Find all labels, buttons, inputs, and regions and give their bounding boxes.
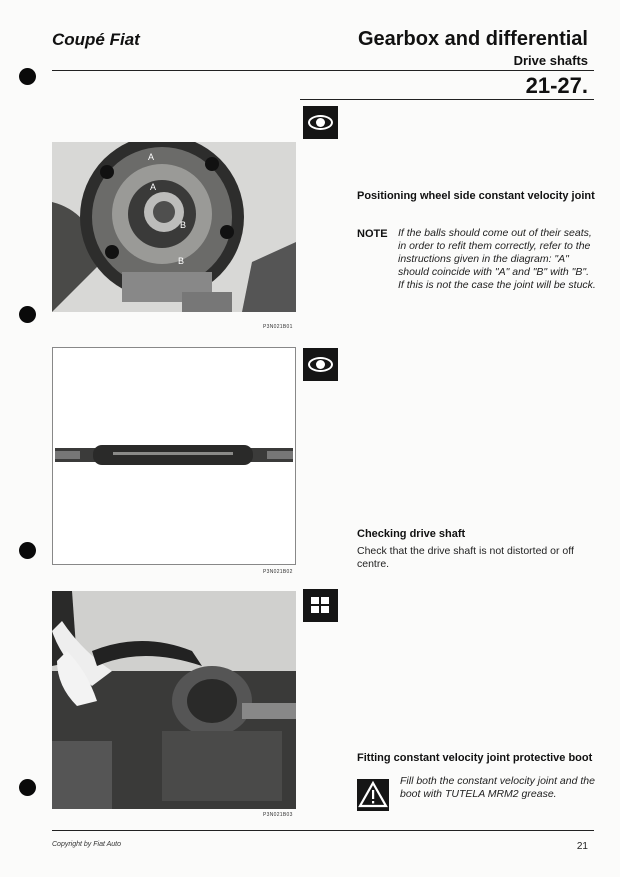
warning-text: Fill both the constant velocity joint and the boot with TUTELA MRM2 grease.	[400, 775, 595, 800]
figure-caption: P3N021B01	[263, 324, 293, 330]
brand-title: Coupé Fiat	[52, 30, 140, 49]
footer-rule	[52, 830, 594, 831]
section-title-fitting: Fitting constant velocity joint protective boot	[357, 752, 593, 764]
grid-icon	[303, 589, 338, 622]
label-b: B	[180, 220, 187, 230]
warning-icon	[357, 779, 389, 811]
section-title: Drive shafts	[513, 53, 588, 68]
label-a: A	[148, 152, 155, 162]
binder-hole	[19, 779, 36, 796]
binder-hole	[19, 68, 36, 85]
page-number: 21	[576, 841, 588, 852]
eye-icon	[303, 106, 338, 139]
note-label: NOTE	[357, 228, 388, 240]
drive-shaft-photo	[52, 347, 296, 565]
note-text: If the balls should come out of their seats, in order to refit them correctly, refer to the instructions given in the diagram: "A" should coincide with "A" and "B" with "B". If this is not the case the joint will be stuck.	[398, 227, 596, 291]
eye-icon	[303, 348, 338, 381]
label-b: B	[178, 256, 185, 266]
figure-caption: P3N021B03	[263, 812, 293, 818]
header-rule-short	[300, 99, 594, 100]
section-title-positioning: Positioning wheel side constant velocity joint	[357, 190, 595, 202]
label-a: A	[150, 182, 157, 192]
binder-hole	[19, 306, 36, 323]
boot-fitting-photo	[52, 591, 296, 809]
cv-joint-photo	[52, 142, 296, 322]
chapter-title: Gearbox and differential	[357, 28, 588, 50]
header-rule	[52, 70, 594, 71]
section-title-checking: Checking drive shaft	[357, 528, 466, 540]
checking-text: Check that the drive shaft is not distorted or off centre.	[357, 545, 574, 570]
figure-caption: P3N021B02	[263, 569, 293, 575]
copyright: Copyright by Fiat Auto	[52, 841, 121, 848]
binder-hole	[19, 542, 36, 559]
page-code: 21-27.	[525, 73, 588, 98]
